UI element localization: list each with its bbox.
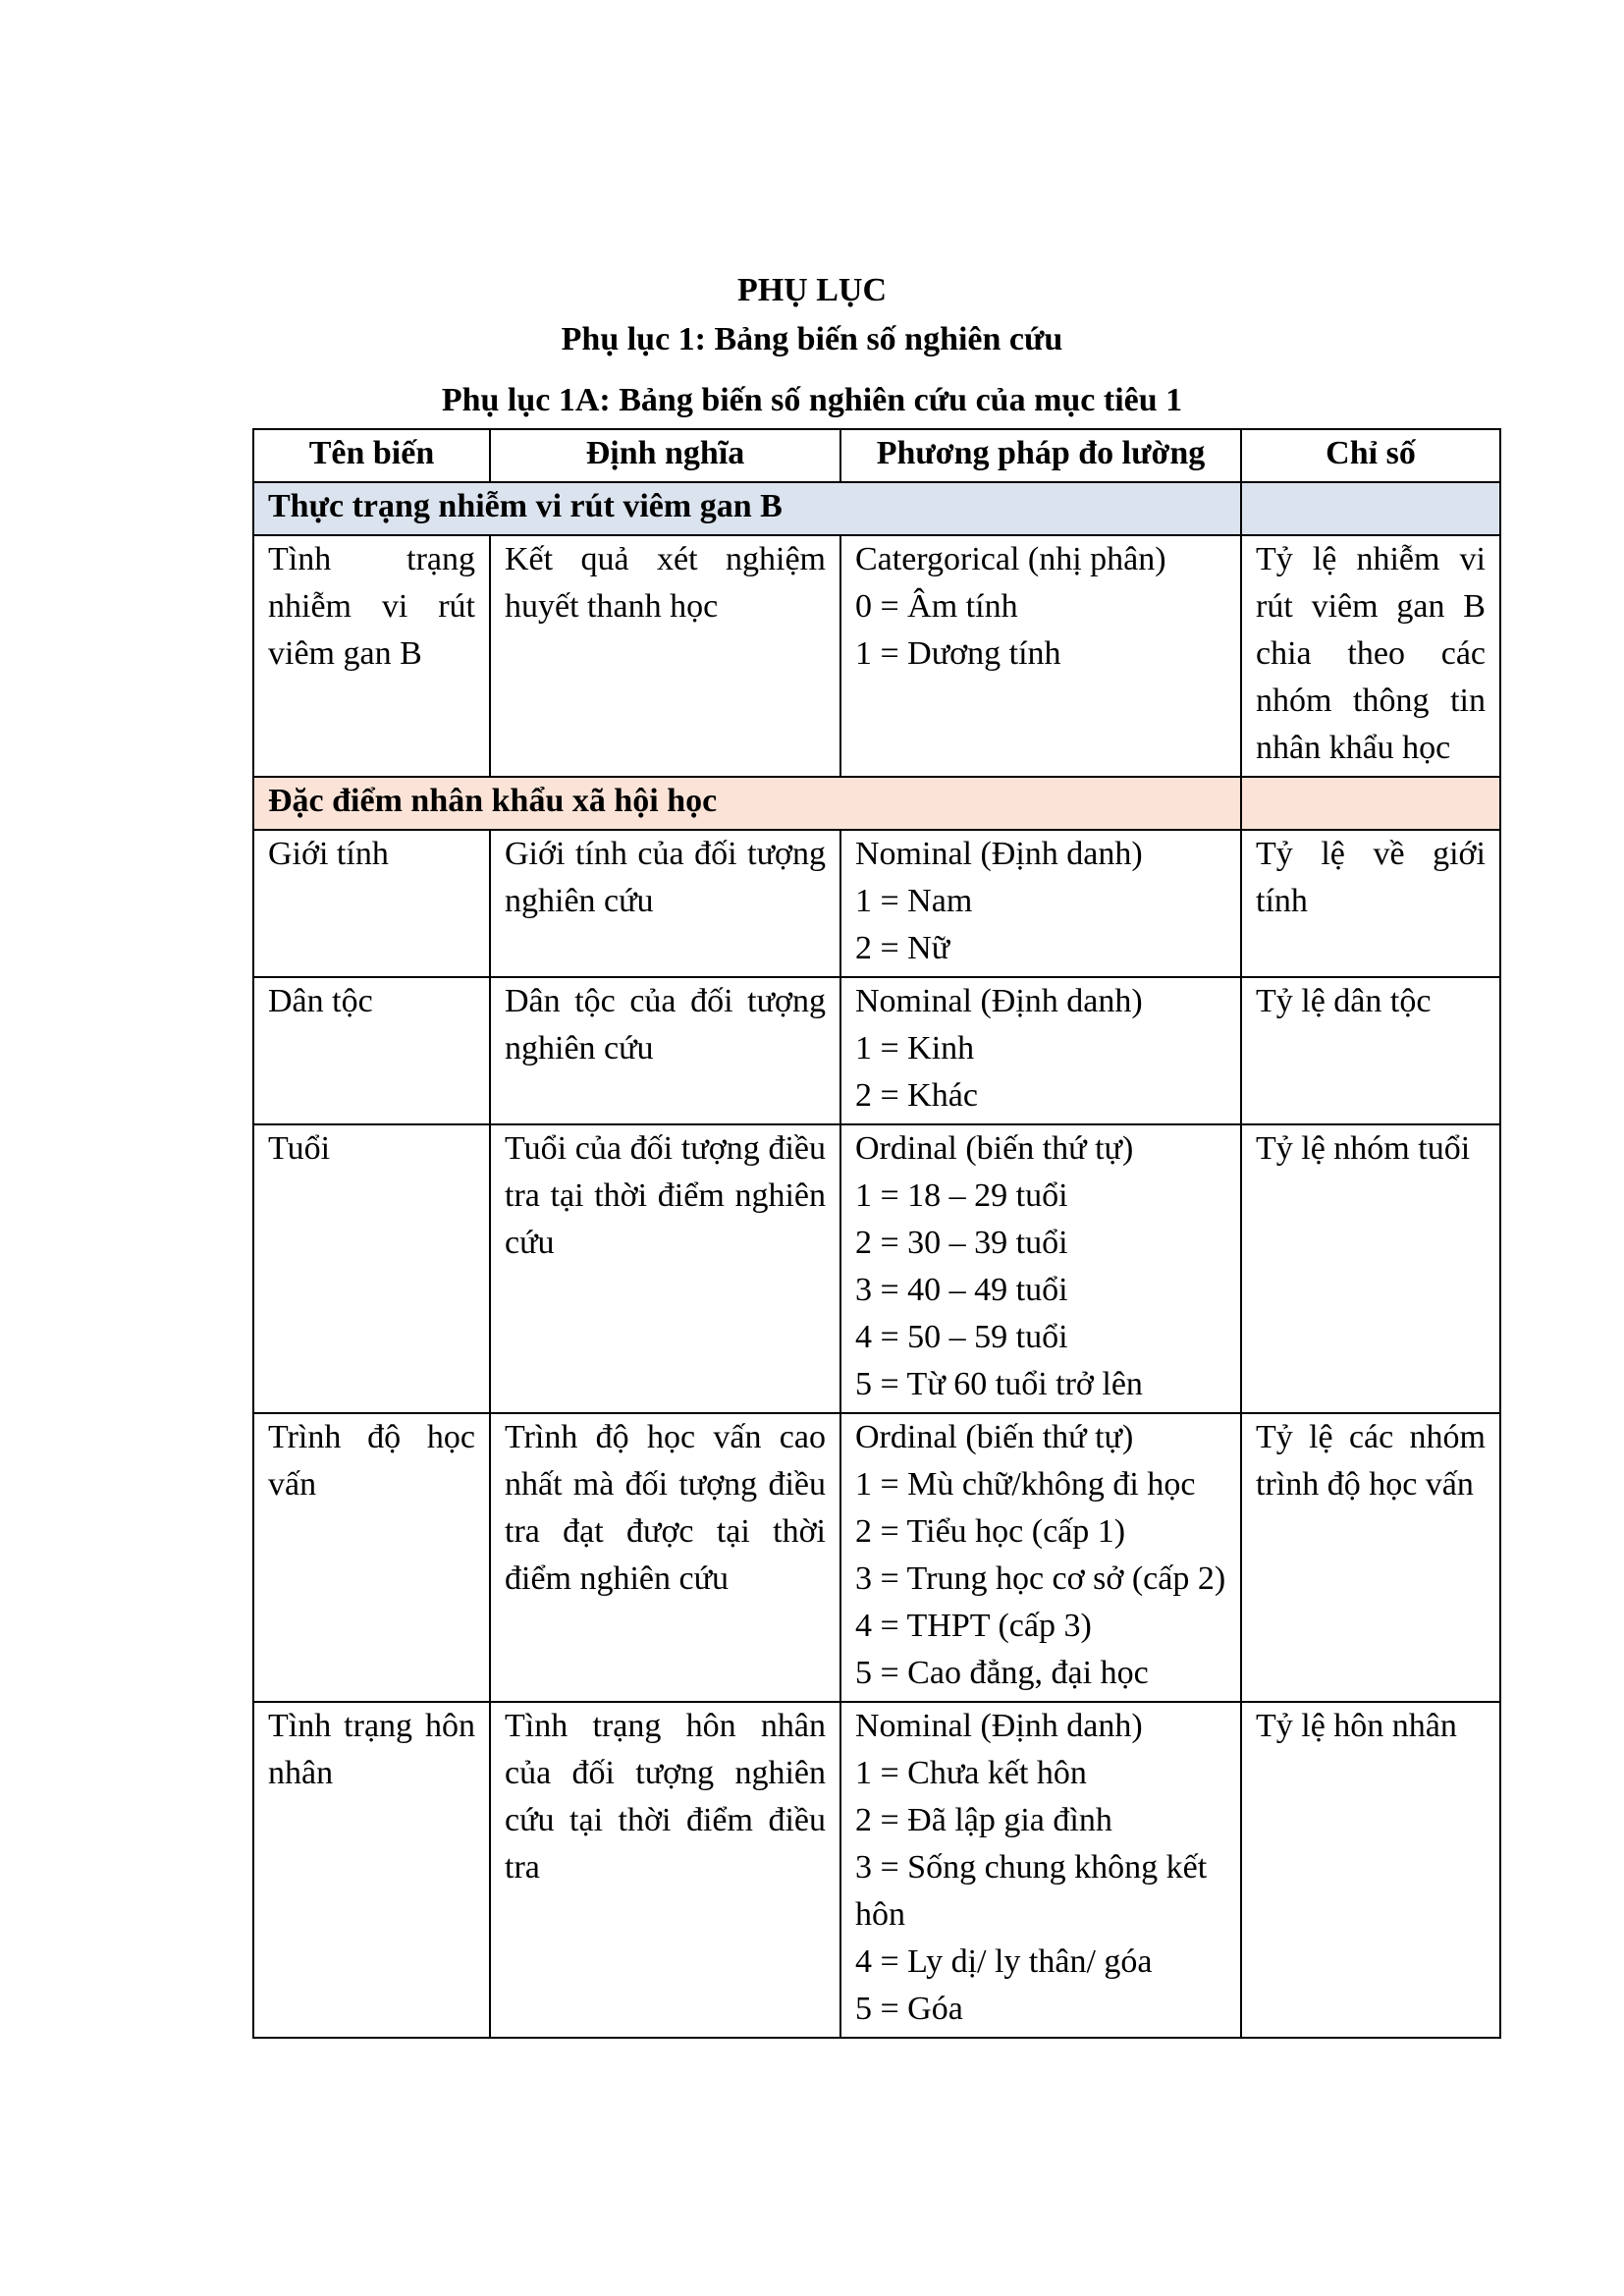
measurement-method — [840, 830, 1241, 977]
variable-definition: Tuổi của đối tượng điều tra tại thời điểm nghiên cứu — [490, 1124, 840, 1413]
method-line: 3 = Trung học cơ sở (cấp 2) — [855, 1560, 1226, 1597]
section-row-hbv-status — [253, 482, 1500, 535]
section-title: Thực trạng nhiễm vi rút viêm gan B — [253, 482, 1241, 535]
method-line: 0 = Âm tính — [855, 588, 1018, 625]
measurement-method — [840, 535, 1241, 777]
measurement-method — [840, 977, 1241, 1124]
method-line: Nominal (Định danh) — [855, 1708, 1143, 1744]
variable-definition: Tình trạng hôn nhân của đối tượng nghiên cứu tại thời điểm điều tra — [490, 1702, 840, 2038]
header-indicator: Chỉ số — [1241, 429, 1500, 482]
method-line: 3 = Sống chung không kết hôn — [855, 1849, 1208, 1933]
indicator: Tỷ lệ nhiễm vi rút viêm gan B chia theo các nhóm thông tin nhân khẩu học — [1241, 535, 1500, 777]
method-line: 3 = 40 – 49 tuổi — [855, 1272, 1068, 1308]
section-title: Đặc điểm nhân khẩu xã hội học — [253, 777, 1241, 830]
method-line: 2 = Nữ — [855, 930, 950, 966]
measurement-method — [840, 1413, 1241, 1702]
method-line: 2 = Khác — [855, 1077, 978, 1114]
indicator: Tỷ lệ nhóm tuổi — [1241, 1124, 1500, 1413]
method-line: 5 = Cao đẳng, đại học — [855, 1655, 1149, 1691]
variable-definition: Giới tính của đối tượng nghiên cứu — [490, 830, 840, 977]
method-line: 5 = Từ 60 tuổi trở lên — [855, 1366, 1143, 1402]
table-caption: Phụ lục 1A: Bảng biến số nghiên cứu của mục tiêu 1 — [441, 382, 1183, 418]
table-row — [253, 1702, 1500, 2038]
table-header-row — [253, 429, 1500, 482]
method-line: 5 = Góa — [855, 1991, 963, 2027]
section-row-demographics — [253, 777, 1500, 830]
method-line: 1 = Kinh — [855, 1030, 975, 1066]
appendix-title: PHỤ LỤC — [736, 272, 888, 308]
method-line: 4 = Ly dị/ ly thân/ góa — [855, 1943, 1153, 1980]
indicator: Tỷ lệ các nhóm trình độ học vấn — [1241, 1413, 1500, 1702]
method-line: 1 = Nam — [855, 883, 973, 919]
variable-name: Tình trạng hôn nhân — [253, 1702, 490, 2038]
header-measurement-method: Phương pháp đo lường — [840, 429, 1241, 482]
table-row — [253, 830, 1500, 977]
method-line: 1 = 18 – 29 tuổi — [855, 1177, 1068, 1214]
variable-definition: Trình độ học vấn cao nhất mà đối tượng điều tra đạt được tại thời điểm nghiên cứu — [490, 1413, 840, 1702]
method-line: Ordinal (biến thứ tự) — [855, 1130, 1134, 1167]
method-line: 2 = Đã lập gia đình — [855, 1802, 1112, 1838]
method-line: Nominal (Định danh) — [855, 836, 1143, 872]
indicator: Tỷ lệ về giới tính — [1241, 830, 1500, 977]
variable-name: Dân tộc — [253, 977, 490, 1124]
method-line: 1 = Chưa kết hôn — [855, 1755, 1087, 1791]
variable-definition: Dân tộc của đối tượng nghiên cứu — [490, 977, 840, 1124]
method-line: Ordinal (biến thứ tự) — [855, 1419, 1134, 1455]
table-row — [253, 535, 1500, 777]
variable-name: Tình trạng nhiễm vi rút viêm gan B — [253, 535, 490, 777]
variable-definition: Kết quả xét nghiệm huyết thanh học — [490, 535, 840, 777]
variable-name: Tuổi — [253, 1124, 490, 1413]
method-line: Nominal (Định danh) — [855, 983, 1143, 1019]
appendix-subtitle: Phụ lục 1: Bảng biến số nghiên cứu — [561, 321, 1063, 357]
variable-name: Trình độ học vấn — [253, 1413, 490, 1702]
variable-name: Giới tính — [253, 830, 490, 977]
method-line: 2 = Tiểu học (cấp 1) — [855, 1513, 1126, 1550]
header-variable-name: Tên biến — [253, 429, 490, 482]
header-definition: Định nghĩa — [490, 429, 840, 482]
measurement-method — [840, 1702, 1241, 2038]
section-empty-cell — [1241, 777, 1500, 830]
method-line: 4 = THPT (cấp 3) — [855, 1608, 1092, 1644]
method-line: Catergorical (nhị phân) — [855, 541, 1166, 577]
table-row — [253, 1124, 1500, 1413]
method-line: 1 = Mù chữ/không đi học — [855, 1466, 1196, 1503]
method-line: 2 = 30 – 39 tuổi — [855, 1225, 1068, 1261]
indicator: Tỷ lệ dân tộc — [1241, 977, 1500, 1124]
indicator: Tỷ lệ hôn nhân — [1241, 1702, 1500, 2038]
variables-table — [252, 428, 1501, 2039]
measurement-method — [840, 1124, 1241, 1413]
section-empty-cell — [1241, 482, 1500, 535]
table-row — [253, 1413, 1500, 1702]
method-line: 4 = 50 – 59 tuổi — [855, 1319, 1068, 1355]
method-line: 1 = Dương tính — [855, 635, 1061, 672]
table-row — [253, 977, 1500, 1124]
